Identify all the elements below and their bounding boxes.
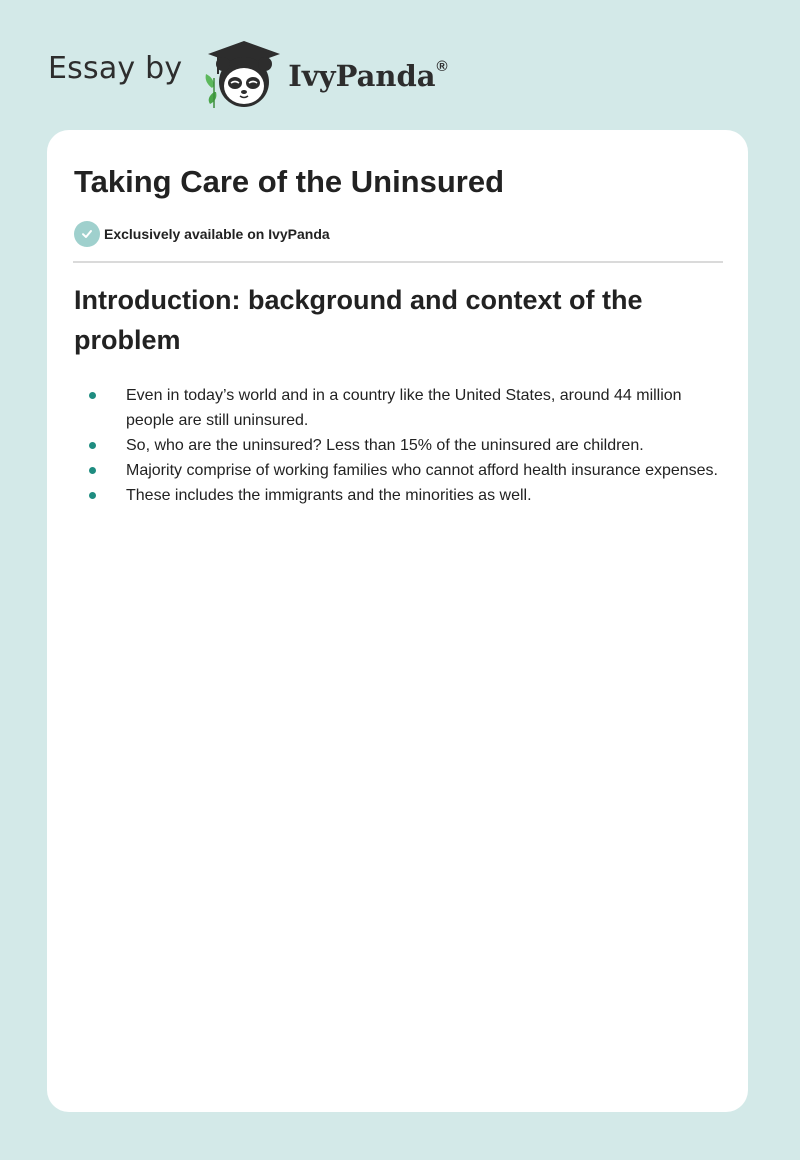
exclusive-badge	[74, 221, 330, 247]
essay-card	[47, 130, 748, 1112]
site-header	[48, 34, 448, 114]
list-item-text: Majority comprise of working families who cannot afford health insurance expenses.	[126, 462, 718, 479]
brand-text: IvyPanda	[288, 59, 436, 93]
brand-name[interactable]	[288, 59, 447, 93]
registered-mark: ®	[436, 58, 448, 76]
bullet-list	[126, 383, 726, 508]
list-item	[126, 433, 726, 458]
list-item	[126, 483, 726, 508]
badge-label: Exclusively available on IvyPanda	[104, 226, 330, 242]
list-item-text: Even in today’s world and in a country like the United States, around 44 million people are still uninsured.	[126, 387, 682, 429]
bullet-dot-icon	[89, 492, 96, 499]
list-item-text: These includes the immigrants and the minorities as well.	[126, 487, 532, 504]
divider	[73, 261, 723, 263]
list-item	[126, 458, 726, 483]
check-circle-icon	[74, 221, 100, 247]
list-item	[126, 383, 726, 433]
essay-by-label: Essay by	[48, 50, 183, 86]
section-heading: Introduction: background and context of the problem	[74, 285, 643, 355]
bullet-dot-icon	[89, 467, 96, 474]
panda-logo-icon[interactable]	[196, 38, 286, 114]
bullet-dot-icon	[89, 392, 96, 399]
page-title: Taking Care of the Uninsured	[74, 164, 505, 199]
list-item-text: So, who are the uninsured? Less than 15% of the uninsured are children.	[126, 437, 644, 454]
bullet-dot-icon	[89, 442, 96, 449]
